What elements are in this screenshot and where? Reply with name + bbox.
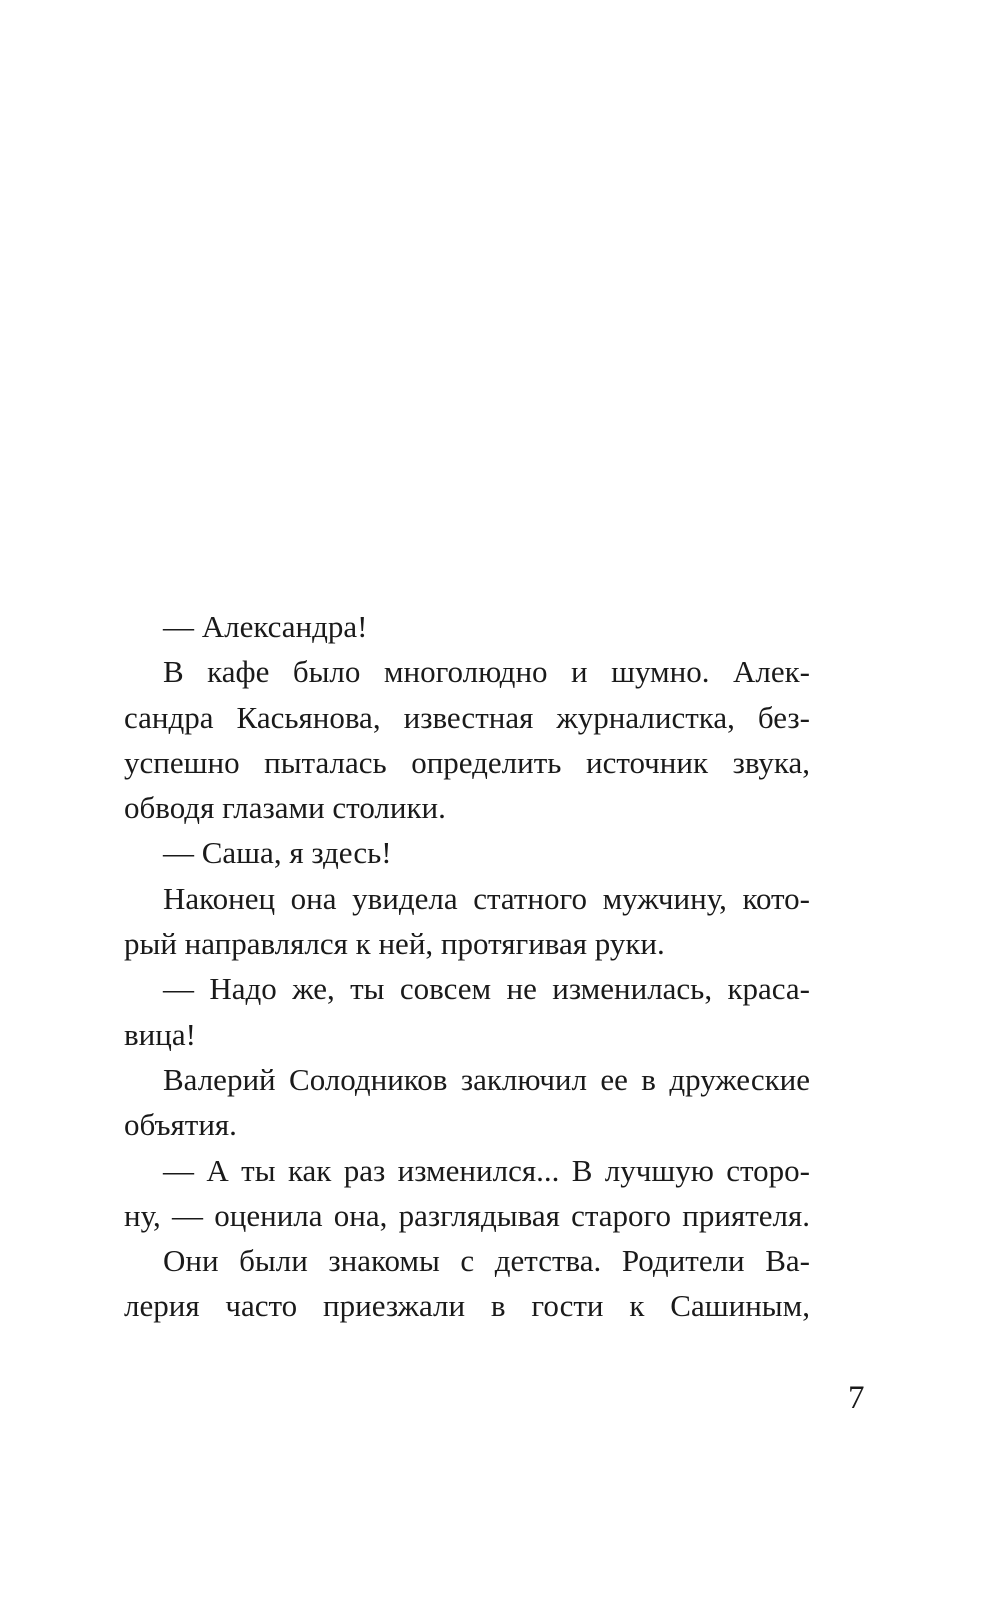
text-line: Наконец она увидела статного мужчину, кото- <box>163 880 810 916</box>
text-line: — А ты как раз изменился... В лучшую сторо- <box>163 1152 810 1188</box>
text-line: рый направлялся к ней, протягивая руки. <box>124 926 665 962</box>
text-line: — Саша, я здесь! <box>163 835 392 871</box>
page-number: 7 <box>848 1380 865 1416</box>
text-line: вица! <box>124 1016 196 1052</box>
text-line: — Александра! <box>163 609 368 644</box>
text-line: сандра Касьянова, известная журналистка, без- <box>124 699 810 735</box>
text-line: — Надо же, ты совсем не изменилась, краса- <box>163 971 810 1007</box>
body-text <box>124 604 810 1329</box>
text-line: обводя глазами столики. <box>124 790 446 826</box>
text-line: объятия. <box>124 1107 237 1143</box>
text-line: В кафе было многолюдно и шумно. Алек- <box>163 654 810 690</box>
text-line: Они были знакомы с детства. Родители Ва- <box>163 1243 810 1279</box>
text-line: лерия часто приезжали в гости к Сашиным, <box>124 1288 810 1324</box>
text-line: Валерий Солодников заключил ее в дружеские <box>163 1061 810 1097</box>
text-line: успешно пыталась определить источник звука, <box>124 744 810 780</box>
text-line: ну, — оценила она, разглядывая старого приятеля. <box>124 1197 810 1233</box>
